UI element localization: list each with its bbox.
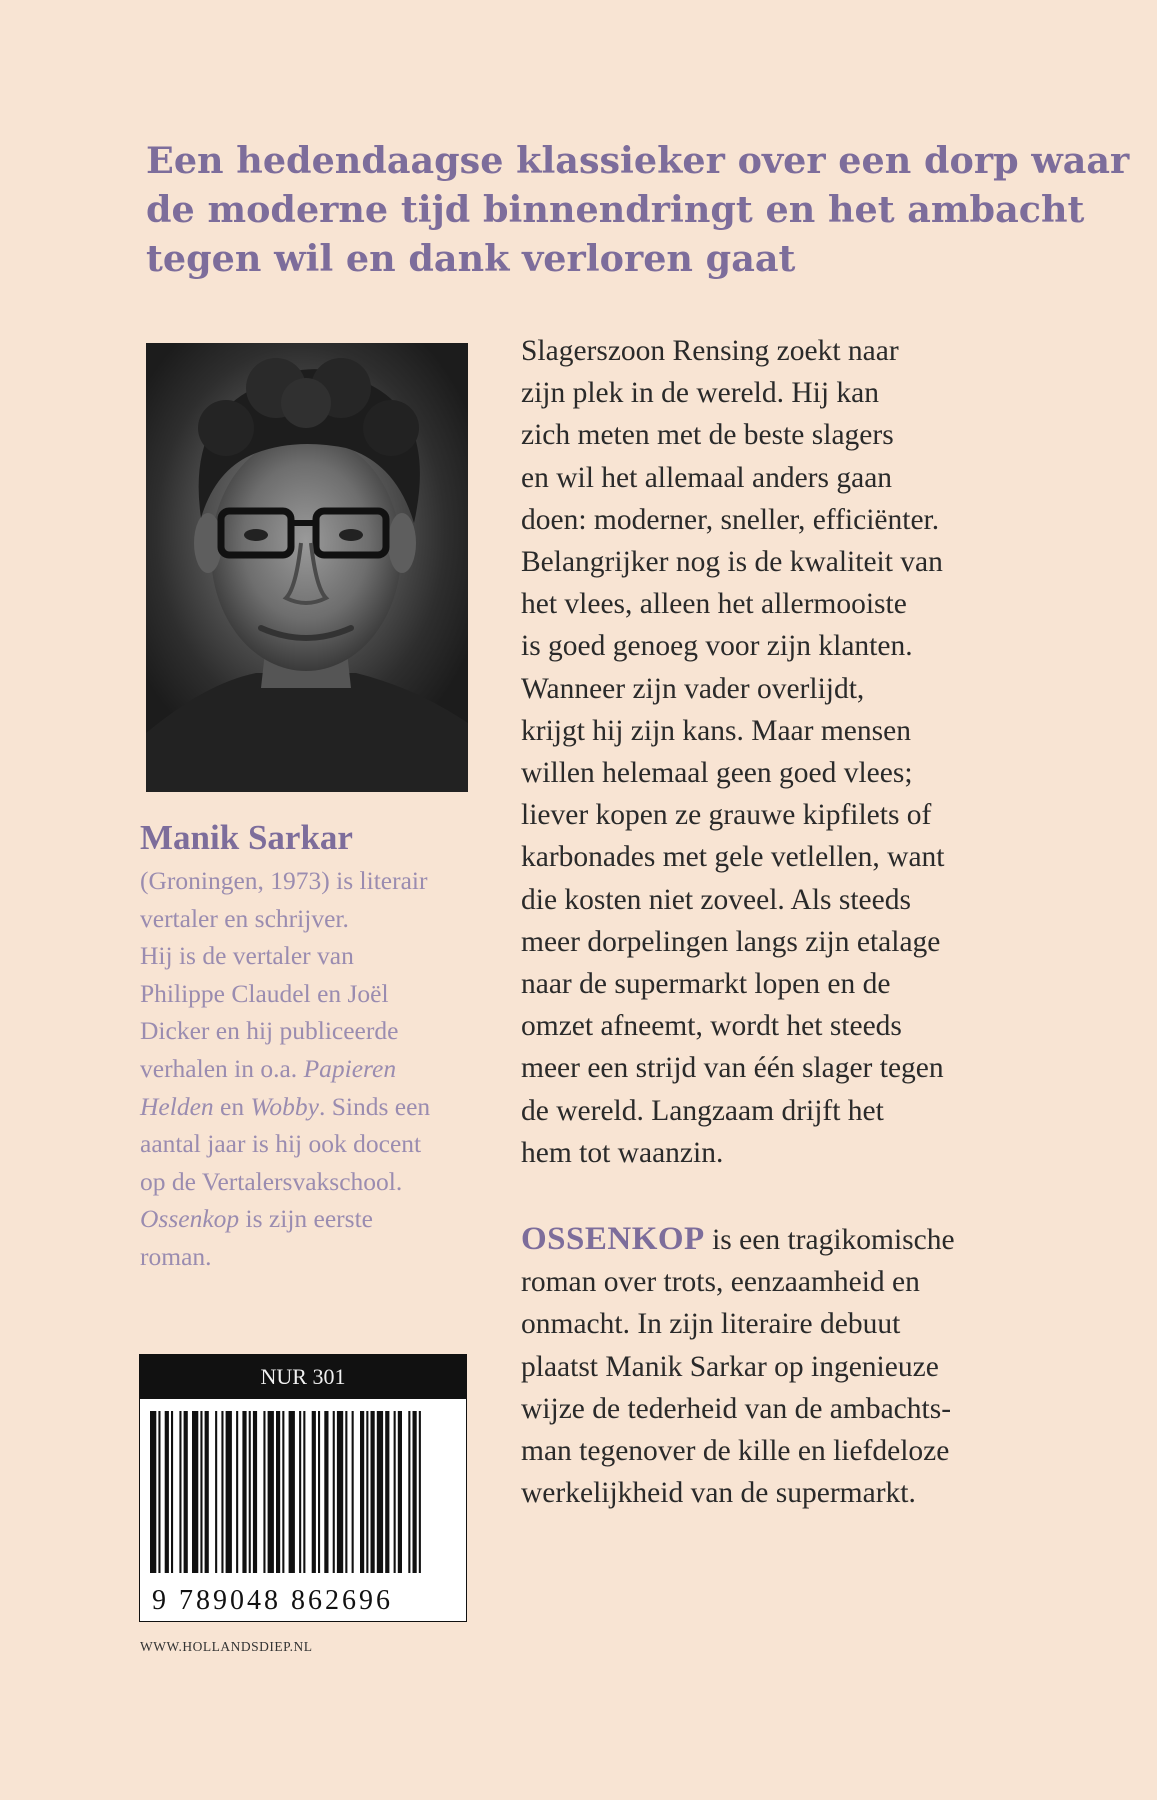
barcode-bar: [221, 1411, 223, 1573]
author-name: Manik Sarkar: [140, 818, 353, 857]
barcode-bar: [215, 1411, 217, 1573]
blurb-line: hem tot waanzin.: [521, 1136, 724, 1169]
barcode-bar: [236, 1411, 238, 1573]
barcode-bar: [289, 1411, 295, 1573]
barcode-bar: [299, 1411, 301, 1573]
barcode-bar: [333, 1411, 335, 1573]
barcode-bar: [312, 1411, 316, 1573]
tagline: [146, 136, 1130, 283]
blurb-line: karbonades met gele vetlellen, want: [521, 841, 945, 874]
blurb-paragraph-2: [521, 1218, 1041, 1514]
bio-line: aantal jaar is hij ook docent: [140, 1129, 422, 1159]
barcode-bar: [413, 1411, 417, 1573]
blurb-line: de wereld. Langzaam drijft het: [521, 1094, 884, 1127]
isbn-number: 9 789048 862696: [152, 1585, 393, 1616]
barcode-bar: [398, 1411, 402, 1573]
blurb-line: meer een strijd van één slager tegen: [521, 1052, 944, 1085]
publisher-website: WWW.HOLLANDSDIEP.NL: [140, 1639, 313, 1654]
barcode-bar: [318, 1411, 320, 1573]
blurb-line: naar de supermarkt lopen en de: [521, 968, 891, 1001]
barcode-bar: [179, 1411, 181, 1573]
barcode-bar: [371, 1411, 375, 1573]
blurb-line: is goed genoeg voor zijn klanten.: [521, 630, 913, 663]
blurb-line: het vlees, alleen het allermooiste: [521, 588, 907, 621]
barcode-bar: [150, 1411, 156, 1573]
blurb-line: Belangrijker nog is de kwaliteit van: [521, 546, 943, 579]
barcode-bar: [205, 1411, 209, 1573]
author-portrait-illustration: [146, 343, 468, 792]
blurb-line: wijze de tederheid van de ambachts-: [521, 1392, 952, 1425]
blurb-line: Slagerszoon Rensing zoekt naar: [521, 335, 899, 367]
bio-line: Dicker en hij publiceerde: [140, 1016, 399, 1046]
barcode-bar: [268, 1411, 274, 1573]
barcode-bar: [165, 1411, 169, 1573]
bio-italic-title: Ossenkop: [140, 1204, 240, 1234]
barcode-block: [139, 1354, 467, 1622]
author-photo: [146, 343, 468, 792]
blurb-text: is een tragikomische: [704, 1224, 955, 1256]
barcode-bar: [200, 1411, 202, 1573]
blurb-line: omzet afneemt, wordt het steeds: [521, 1010, 902, 1043]
barcode-bar: [263, 1411, 265, 1573]
bio-text: is zijn eerste: [239, 1204, 373, 1234]
bio-line: Hij is de vertaler van: [140, 941, 354, 971]
bio-line: [140, 1088, 480, 1126]
barcode-bar: [366, 1411, 368, 1573]
barcode-bar: [419, 1411, 421, 1573]
bio-line: roman.: [140, 1241, 212, 1271]
bio-italic-title: Helden: [140, 1091, 214, 1121]
barcode-bar: [345, 1411, 347, 1573]
author-bio: [140, 862, 480, 1276]
barcode-bar: [385, 1411, 389, 1573]
barcode-bar: [158, 1411, 160, 1573]
barcode-bar: [377, 1411, 383, 1573]
blurb-line: plaatst Manik Sarkar op ingenieuze: [521, 1350, 939, 1383]
blurb-line: willen helemaal geen goed vlees;: [521, 757, 913, 790]
bio-text: . Sinds een: [318, 1091, 431, 1121]
barcode-bar: [192, 1411, 198, 1573]
barcode-bar: [171, 1411, 173, 1573]
blurb-line: [521, 1218, 1041, 1261]
blurb-line: zijn plek in de wereld. Hij kan: [521, 377, 879, 410]
blurb-line: meer dorpelingen langs zijn etalage: [521, 925, 941, 958]
blurb-line: man tegenover de kille en liefdeloze: [521, 1435, 950, 1468]
blurb-line: onmacht. In zijn literaire debuut: [521, 1308, 901, 1341]
blurb-line: zich meten met de beste slagers: [521, 419, 894, 452]
barcode-bar: [282, 1411, 284, 1573]
tagline-line-2: de moderne tijd binnendringt en het ambacht: [146, 188, 1085, 231]
bio-text: en: [213, 1091, 251, 1121]
blurb-line: die kosten niet zoveel. Als steeds: [521, 883, 911, 916]
blurb-line: en wil het allemaal anders gaan: [521, 461, 893, 494]
tagline-line-1: Een hedendaagse klassieker over een dorp waar: [146, 139, 1130, 182]
bio-line: op de Vertalersvakschool.: [140, 1166, 403, 1196]
blurb-line: werkelijkheid van de supermarkt.: [521, 1477, 916, 1510]
barcode-bar: [352, 1411, 354, 1573]
barcode-bar: [253, 1411, 257, 1573]
barcode-bar: [226, 1411, 232, 1573]
bio-italic-title: Wobby: [250, 1091, 319, 1121]
barcode-bar: [408, 1411, 410, 1573]
barcode-bar: [337, 1411, 343, 1573]
bio-line: vertaler en schrijver.: [140, 903, 349, 933]
blurb-line: krijgt hij zijn kans. Maar mensen: [521, 714, 911, 747]
blurb-line: Wanneer zijn vader overlijdt,: [521, 672, 865, 705]
bio-line: Philippe Claudel en Joël: [140, 978, 389, 1008]
bio-line: [140, 1050, 480, 1088]
blurb-paragraph-1: [521, 330, 1041, 1174]
barcode-bar: [394, 1411, 396, 1573]
tagline-line-3: tegen wil en dank verloren gaat: [146, 237, 796, 280]
barcode-bar: [303, 1411, 305, 1573]
book-title-inline: OSSENKOP: [521, 1221, 705, 1257]
nur-label: NUR 301: [140, 1355, 466, 1399]
barcode-bar: [324, 1411, 328, 1573]
blurb-line: doen: moderner, sneller, efficiënter.: [521, 503, 940, 536]
blurb-line: liever kopen ze grauwe kipfilets of: [521, 799, 932, 832]
barcode-bar: [249, 1411, 251, 1573]
barcode-bar: [276, 1411, 280, 1573]
bio-italic-title: Papieren: [303, 1053, 397, 1083]
barcode-bar: [184, 1411, 188, 1573]
blurb-line: roman over trots, eenzaamheid en: [521, 1266, 920, 1299]
barcode-bar: [242, 1411, 246, 1573]
barcode-bar: [360, 1411, 364, 1573]
bio-text: verhalen in o.a.: [140, 1053, 304, 1083]
barcode-bars: [140, 1399, 466, 1581]
bio-line: [140, 1200, 480, 1238]
bio-line: (Groningen, 1973) is literair: [140, 866, 428, 895]
